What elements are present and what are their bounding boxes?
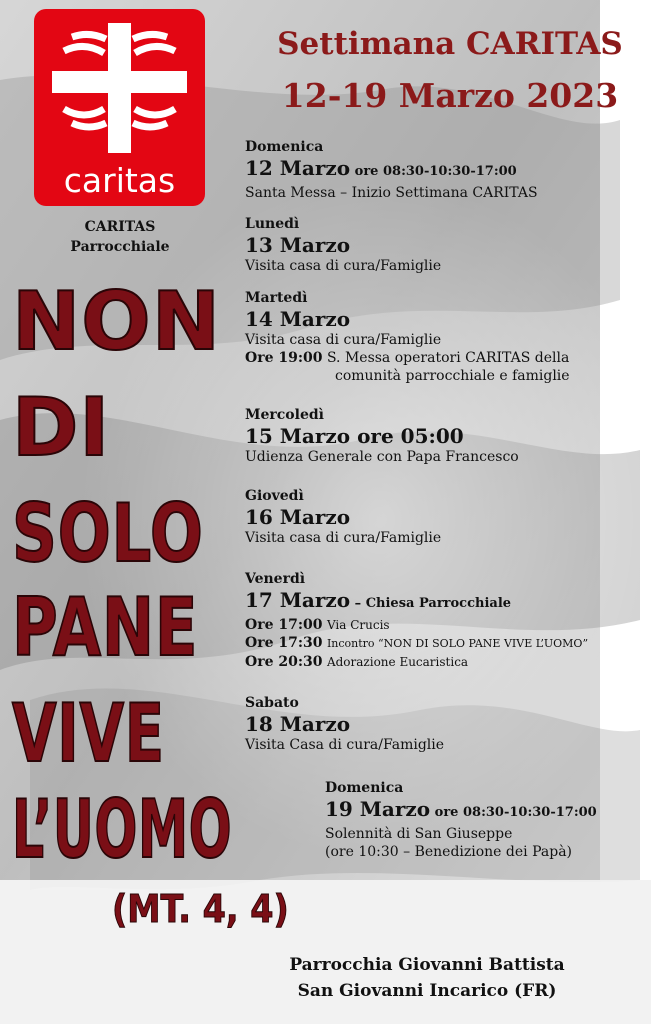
day-4 bbox=[245, 406, 519, 466]
day-desc: Udienza Generale con Papa Francesco bbox=[245, 449, 519, 465]
motto-line-2: DI bbox=[12, 381, 111, 474]
event-time: Ore 20:30 bbox=[245, 654, 323, 670]
day-name: Martedì bbox=[245, 290, 308, 306]
motto-line-4: PANE bbox=[12, 581, 199, 674]
day-1 bbox=[245, 138, 538, 202]
event bbox=[245, 616, 588, 634]
event bbox=[245, 349, 570, 367]
day-name: Lunedì bbox=[245, 216, 300, 232]
day-8 bbox=[325, 779, 597, 861]
day-date bbox=[245, 588, 588, 616]
caritas-logo bbox=[34, 9, 205, 206]
day-name: Mercoledì bbox=[245, 407, 324, 423]
day-date: 13 Marzo bbox=[245, 233, 351, 257]
logo-subtitle-1: CARITAS bbox=[84, 219, 156, 235]
event-text-cont: comunità parrocchiale e famiglie bbox=[335, 368, 570, 384]
motto-line-3: SOLO bbox=[12, 487, 204, 580]
day-date bbox=[245, 156, 538, 184]
day-desc: Visita Casa di cura/Famiglie bbox=[245, 737, 445, 753]
event bbox=[245, 634, 588, 653]
date-extra: ore 08:30-10:30-17:00 bbox=[350, 164, 517, 179]
day-date: 15 Marzo ore 05:00 bbox=[245, 424, 464, 448]
motto-line-6: L’UOMO bbox=[12, 783, 233, 876]
day-name: Domenica bbox=[245, 139, 324, 155]
day-7 bbox=[245, 694, 444, 754]
footer-line-2: San Giovanni Incarico (FR) bbox=[297, 981, 557, 1001]
day-date: 18 Marzo bbox=[245, 712, 351, 736]
day-desc: Visita casa di cura/Famiglie bbox=[245, 258, 442, 274]
motto-line-1: NON bbox=[12, 275, 222, 368]
day-desc: Visita casa di cura/Famiglie bbox=[245, 332, 442, 348]
day-name: Venerdì bbox=[245, 571, 306, 587]
day-name: Sabato bbox=[245, 695, 299, 711]
footer-line-1: Parrocchia Giovanni Battista bbox=[289, 955, 565, 975]
date-text: 17 Marzo bbox=[245, 588, 351, 612]
logo-wordmark: caritas bbox=[63, 161, 176, 200]
day-desc: Visita casa di cura/Famiglie bbox=[245, 530, 442, 546]
event-text: Incontro “NON DI SOLO PANE VIVE L’UOMO” bbox=[326, 637, 589, 650]
event-text: Via Crucis bbox=[326, 618, 390, 632]
motto-line-5: VIVE bbox=[12, 687, 165, 780]
date-text: 19 Marzo bbox=[325, 797, 431, 821]
day-name: Giovedì bbox=[245, 488, 304, 504]
title-line-1: Settimana CARITAS bbox=[277, 26, 623, 62]
day-6 bbox=[245, 570, 588, 671]
day-5 bbox=[245, 487, 441, 547]
day-name: Domenica bbox=[325, 780, 404, 796]
date-text: 12 Marzo bbox=[245, 156, 351, 180]
event-text: Adorazione Eucaristica bbox=[326, 655, 469, 669]
day-date: 14 Marzo bbox=[245, 307, 351, 331]
event-time: Ore 19:00 bbox=[245, 350, 323, 366]
day-desc: Solennità di San Giuseppe bbox=[325, 826, 513, 842]
day-desc: Santa Messa – Inizio Settimana CARITAS bbox=[245, 185, 538, 201]
day-date: 16 Marzo bbox=[245, 505, 351, 529]
event bbox=[245, 653, 588, 671]
day-desc-2: (ore 10:30 – Benedizione dei Papà) bbox=[325, 844, 572, 860]
day-3 bbox=[245, 289, 570, 385]
motto-reference: (MT. 4, 4) bbox=[112, 887, 289, 931]
event-time: Ore 17:00 bbox=[245, 617, 323, 633]
date-extra: – Chiesa Parrocchiale bbox=[350, 596, 512, 611]
day-2 bbox=[245, 215, 441, 275]
day-date bbox=[325, 797, 597, 825]
logo-subtitle-2: Parrocchiale bbox=[70, 239, 170, 255]
date-extra: ore 08:30-10:30-17:00 bbox=[430, 805, 597, 820]
title-line-2: 12-19 Marzo 2023 bbox=[281, 76, 619, 115]
event-time: Ore 17:30 bbox=[245, 635, 323, 651]
event-text: S. Messa operatori CARITAS della bbox=[326, 350, 570, 366]
